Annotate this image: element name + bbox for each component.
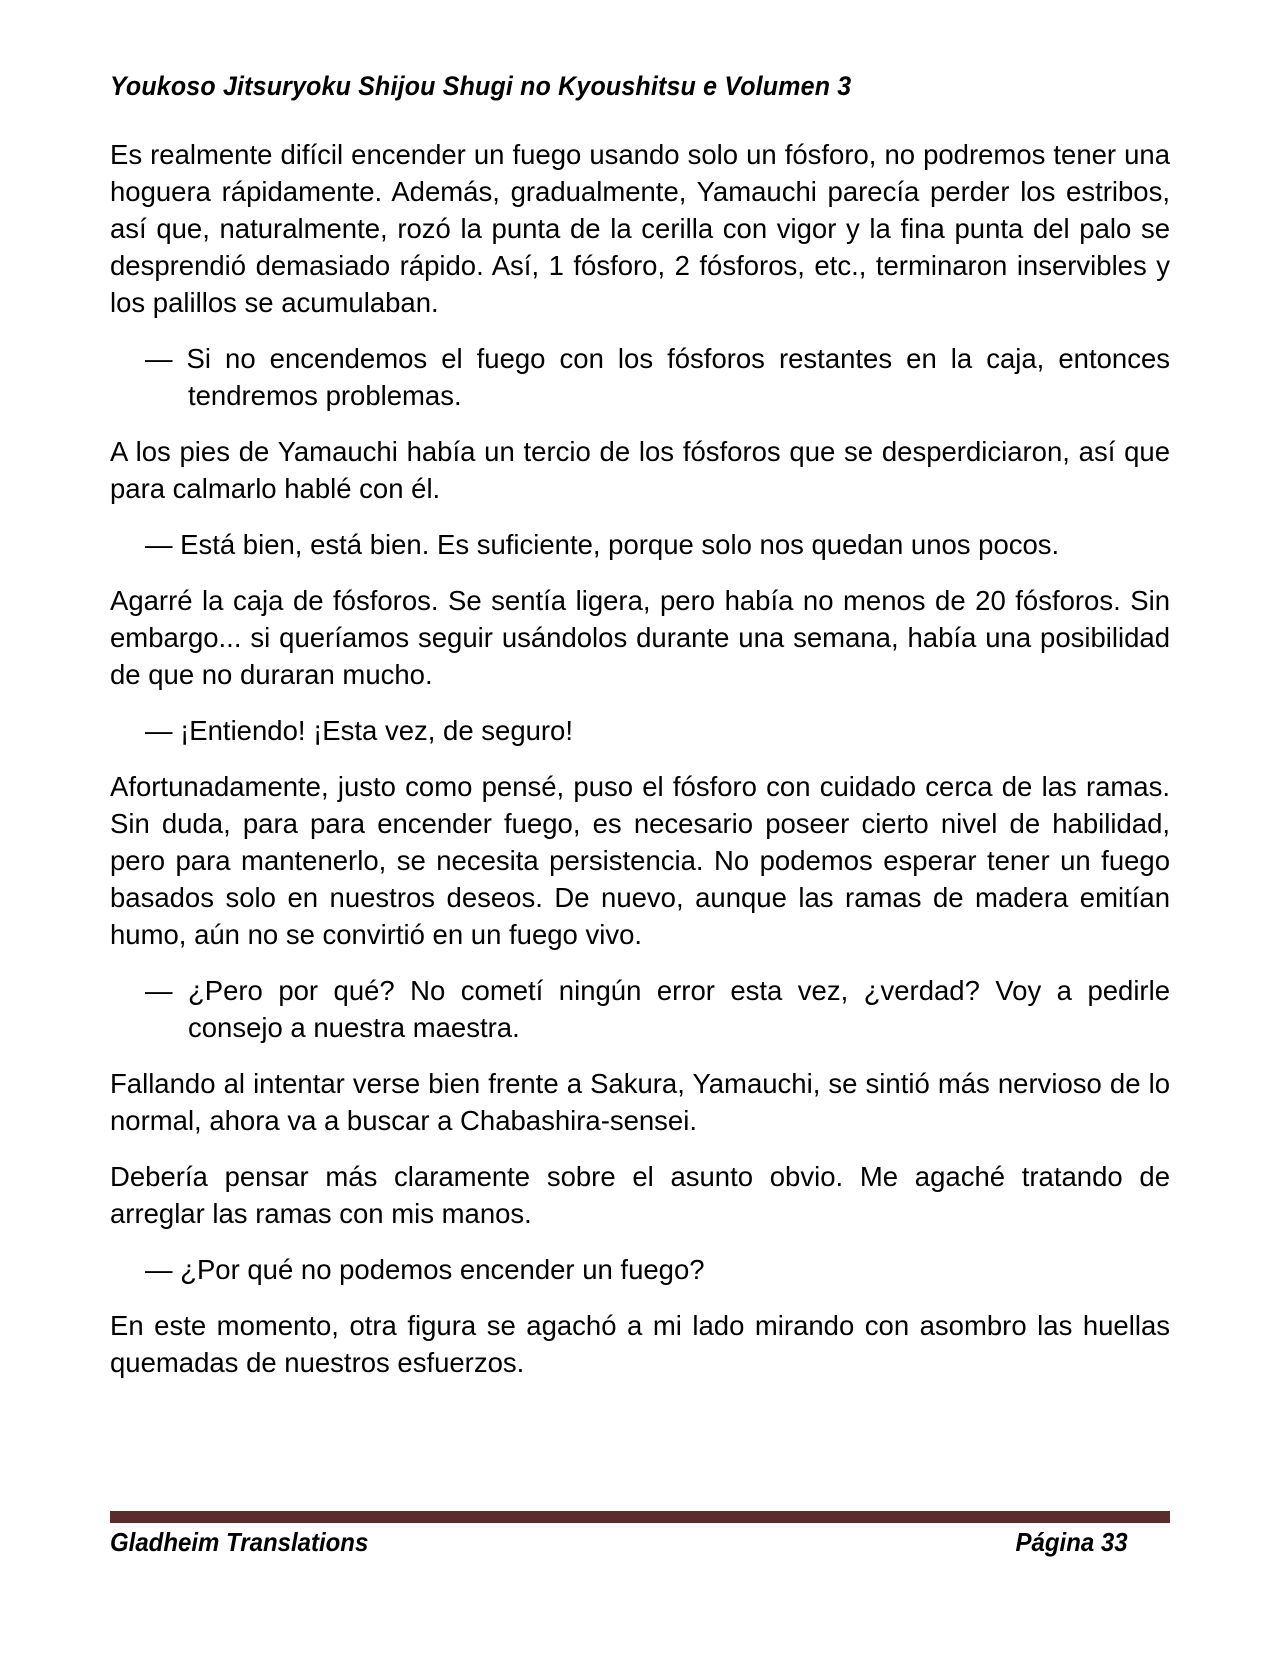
dialogue-line: — Si no encendemos el fuego con los fósforos restantes en la caja, entonces tendremos problemas. bbox=[145, 343, 1170, 411]
paragraph: Es realmente difícil encender un fuego usando solo un fósforo, no podremos tener una hoguera rápidamente. Además, gradualmente, Yamauchi parecía perder los estribos, así que, naturalmente, rozó la punta de la cerilla con vigor y la fina punta del palo se desprendió demasiado rápido. Así, 1 fósforo, 2 fósforos, etc., terminaron inservibles y los palillos se acumulaban. bbox=[110, 139, 1170, 318]
dialogue-line: — ¡Entiendo! ¡Esta vez, de seguro! bbox=[145, 715, 573, 746]
footer-rule bbox=[110, 1511, 1170, 1523]
paragraph: Agarré la caja de fósforos. Se sentía ligera, pero había no menos de 20 fósforos. Sin embargo... si queríamos seguir usándolos durante una semana, había una posibilidad de que no duraran mucho. bbox=[110, 585, 1170, 690]
page-footer bbox=[110, 1527, 1128, 1558]
page-header bbox=[110, 70, 1128, 101]
footer-page-number: Página 33 bbox=[1015, 1528, 1128, 1558]
paragraph: Afortunadamente, justo como pensé, puso el fósforo con cuidado cerca de las ramas. Sin duda, para para encender fuego, es necesario poseer cierto nivel de habilidad, pero para mantenerlo, se necesita persistencia. No podemos esperar tener un fuego basados solo en nuestros deseos. De nuevo, aunque las ramas de madera emitían humo, aún no se convirtió en un fuego vivo. bbox=[110, 771, 1170, 950]
paragraph: Fallando al intentar verse bien frente a Sakura, Yamauchi, se sintió más nervioso de lo normal, ahora va a buscar a Chabashira-sensei. bbox=[110, 1068, 1170, 1136]
footer-translator-credit: Gladheim Translations bbox=[110, 1528, 369, 1558]
dialogue-line: — ¿Pero por qué? No cometí ningún error esta vez, ¿verdad? Voy a pedirle consejo a nuestra maestra. bbox=[145, 975, 1170, 1043]
paragraph: A los pies de Yamauchi había un tercio de los fósforos que se desperdiciaron, así que para calmarlo hablé con él. bbox=[110, 436, 1170, 504]
paragraph: En este momento, otra figura se agachó a mi lado mirando con asombro las huellas quemadas de nuestros esfuerzos. bbox=[110, 1310, 1170, 1378]
dialogue-line: — Está bien, está bien. Es suficiente, porque solo nos quedan unos pocos. bbox=[145, 529, 1060, 560]
page-body bbox=[110, 136, 1170, 1400]
paragraph: Debería pensar más claramente sobre el asunto obvio. Me agaché tratando de arreglar las ramas con mis manos. bbox=[110, 1161, 1170, 1229]
header-title: Youkoso Jitsuryoku Shijou Shugi no Kyoushitsu e Volumen 3 bbox=[110, 70, 852, 102]
dialogue-line: — ¿Por qué no podemos encender un fuego? bbox=[145, 1254, 705, 1285]
